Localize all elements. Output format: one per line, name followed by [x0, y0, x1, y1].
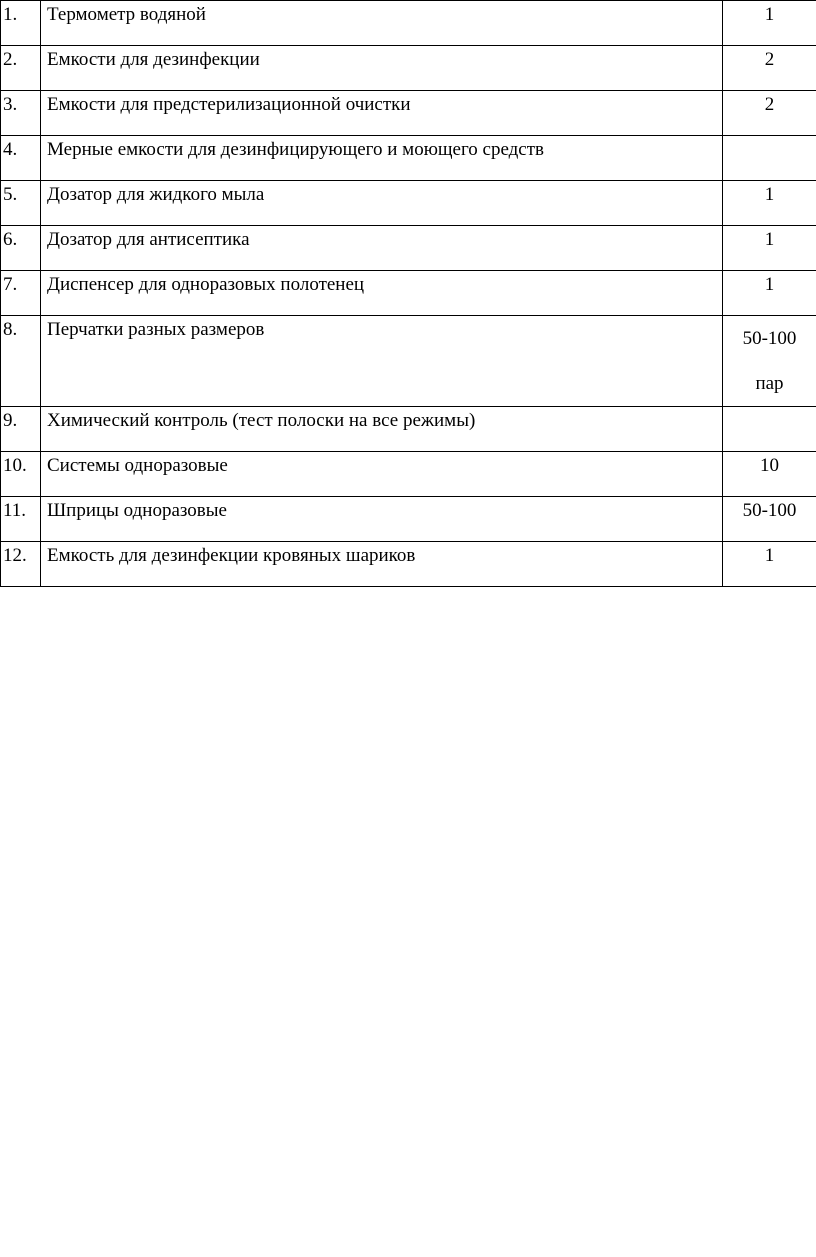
- item-name: Перчатки разных размеров: [41, 316, 723, 407]
- item-name: Системы одноразовые: [41, 452, 723, 497]
- item-quantity: [723, 316, 816, 407]
- item-quantity: 1: [723, 271, 816, 316]
- item-name: Дозатор для антисептика: [41, 226, 723, 271]
- row-number: 8.: [1, 316, 41, 407]
- table-row: [1, 226, 816, 271]
- row-number: 3.: [1, 91, 41, 136]
- table-row: [1, 316, 816, 407]
- row-number: 1.: [1, 1, 41, 46]
- row-number: 12.: [1, 542, 41, 587]
- item-quantity: 1: [723, 1, 816, 46]
- item-name: Мерные емкости для дезинфицирующего и моющего средств: [41, 136, 723, 181]
- table-row: [1, 497, 816, 542]
- item-name: Диспенсер для одноразовых полотенец: [41, 271, 723, 316]
- item-quantity: [723, 136, 816, 181]
- table-row: [1, 91, 816, 136]
- item-quantity-unit: пар: [755, 373, 784, 394]
- item-quantity: 1: [723, 226, 816, 271]
- table-row: [1, 271, 816, 316]
- item-name: Термометр водяной: [41, 1, 723, 46]
- item-quantity: [723, 407, 816, 452]
- table-row: [1, 1, 816, 46]
- row-number: 10.: [1, 452, 41, 497]
- item-quantity-value: 50-100: [742, 328, 797, 349]
- row-number: 2.: [1, 46, 41, 91]
- row-number: 4.: [1, 136, 41, 181]
- table-row: [1, 46, 816, 91]
- item-quantity: 10: [723, 452, 816, 497]
- table-row: [1, 136, 816, 181]
- item-quantity: 2: [723, 46, 816, 91]
- table-row: [1, 181, 816, 226]
- table-row: [1, 407, 816, 452]
- item-quantity: 1: [723, 181, 816, 226]
- item-name: Дозатор для жидкого мыла: [41, 181, 723, 226]
- row-number: 9.: [1, 407, 41, 452]
- item-quantity: 2: [723, 91, 816, 136]
- item-quantity: 1: [723, 542, 816, 587]
- item-name: Емкость для дезинфекции кровяных шариков: [41, 542, 723, 587]
- row-number: 5.: [1, 181, 41, 226]
- row-number: 11.: [1, 497, 41, 542]
- equipment-table: [0, 0, 816, 587]
- item-name: Химический контроль (тест полоски на все режимы): [41, 407, 723, 452]
- table-row: [1, 452, 816, 497]
- row-number: 6.: [1, 226, 41, 271]
- row-number: 7.: [1, 271, 41, 316]
- item-name: Емкости для дезинфекции: [41, 46, 723, 91]
- item-name: Емкости для предстерилизационной очистки: [41, 91, 723, 136]
- item-name: Шприцы одноразовые: [41, 497, 723, 542]
- table-row: [1, 542, 816, 587]
- item-quantity: 50-100: [723, 497, 816, 542]
